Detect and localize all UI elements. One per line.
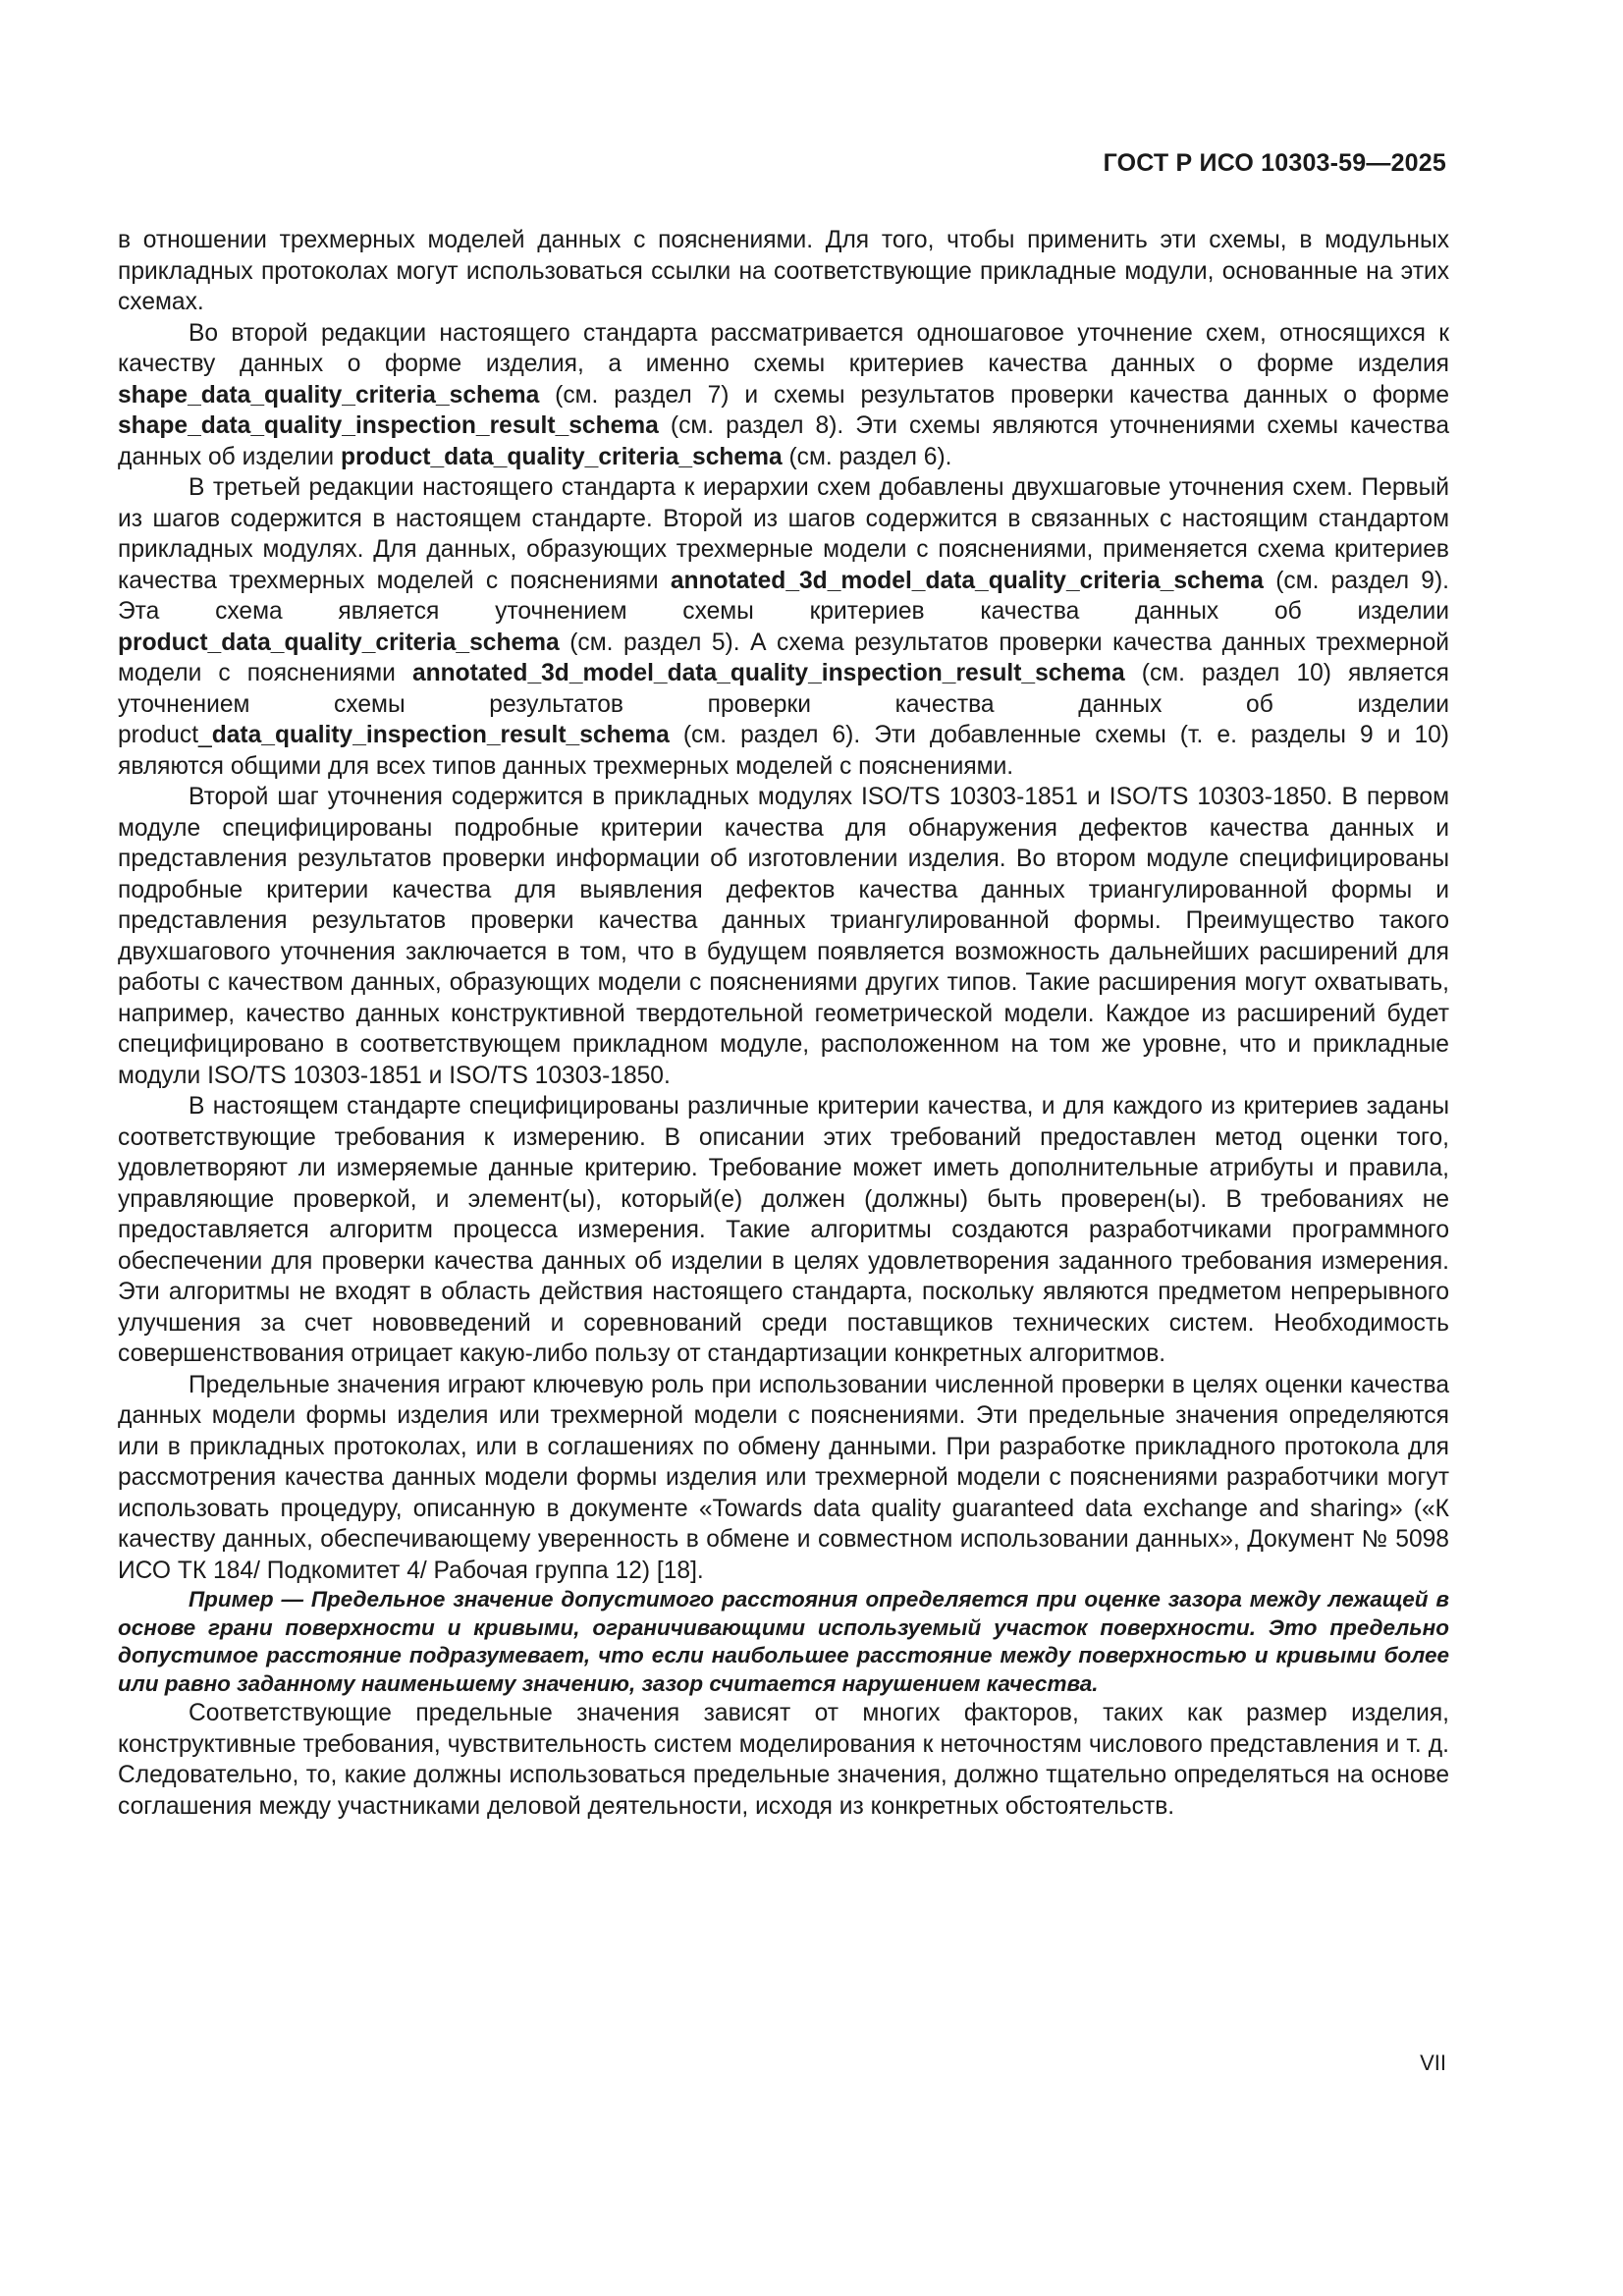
schema-name: data_quality_inspection_result_schema [211,722,670,748]
schema-name: product_data_quality_criteria_schema [118,629,560,656]
closing-paragraph: Соответствующие предельные значения зависят от многих факторов, таких как размер изделия, конструктивные требования, чувствительность систем моделирования к неточностям числового представления и т. д. Следовательно, то, какие должны использоваться предельные значения, должно тщательно определяться на основе соглашения между участниками деловой деятельности, исходя из конкретных обстоятельств. [118,1700,1449,1820]
schema-name: annotated_3d_model_data_quality_inspection_result_schema [411,660,1125,686]
schema-name: shape_data_quality_criteria_schema [118,381,540,409]
paragraph: в отношении трехмерных моделей данных с пояснениями. Для того, чтобы применить эти схемы, в модульных прикладных протоколах могут использоваться ссылки на соответствующие прикладные модули, основанные на этих схемах. [118,227,1449,315]
paragraph: Предельные значения играют ключевую роль при использовании численной проверки в целях оценки качества данных модели формы изделия или трехмерной модели с пояснениями. Эти предельные значения определяются или в прикладных протоколах, или в соглашениях по обмену данными. При разработке прикладного протокола для рассмотрения качества данных модели формы изделия или трехмерной модели с пояснениями разработчики могут использовать процедуру, описанную в документе «Towards data quality guaranteed data exchange and sharing» («К качеству данных, обеспечивающему уверенность в обмене и совместном использовании данных», Документ № 5098 ИСО ТК 184/ Подкомитет 4/ Рабочая группа 12) [18]. [118,1371,1449,1584]
schema-name: annotated_3d_model_data_quality_criteria_schema [670,567,1264,594]
page-header-standard-id: ГОСТ Р ИСО 10303-59—2025 [1103,149,1446,177]
page-number: VII [1420,2050,1446,2075]
schema-name: product_data_quality_criteria_schema [340,443,783,470]
paragraph: Второй шаг уточнения содержится в прикладных модулях ISO/TS 10303-1851 и ISO/TS 10303-1850. В первом модуле специфицированы подробные критерии качества для обнаружения дефектов качества данных и представления результатов проверки информации об изготовлении изделия. Во втором модуле специфицированы подробные критерии качества для выявления дефектов качества данных триангулированной формы и представления результатов проверки качества данных триангулированной формы. Преимущество такого двухшагового уточнения заключается в том, что в будущем появляется возможность дальнейших расширений для работы с качеством данных, образующих модели с пояснениями других типов. Такие расширения могут охватывать, например, качество данных конструктивной твердотельной геометрической модели. Каждое из расширений будет специфицировано в соответствующем прикладном модуле, расположенном на том же уровне, что и прикладные модули ISO/TS 10303-1851 и ISO/TS 10303-1850. [118,784,1449,1089]
paragraph: В настоящем стандарте специфицированы различные критерии качества, и для каждого из критериев заданы соответствующие требования к измерению. В описании этих требований предоставлен метод оценки того, удовлетворяют ли измеряемые данные критерию. Требование может иметь дополнительные атрибуты и правила, управляющие проверкой, и элемент(ы), который(е) должен (должны) быть проверен(ы). В требованиях не предоставляется алгоритм процесса измерения. Такие алгоритмы создаются разработчиками программного обеспечении для проверки качества данных об изделии в целях удовлетворения заданного требования измерения. Эти алгоритмы не входят в область действия настоящего стандарта, поскольку являются предметом непрерывного улучшения за счет нововведений и соревнований среди поставщиков технических систем. Необходимость совершенствования отрицает какую-либо пользу от стандартизации конкретных алгоритмов. [118,1093,1449,1367]
example-note: Пример — Предельное значение допустимого расстояния определяется при оценке зазора между лежащей в основе грани поверхности и кривыми, ограничивающими используемый участок поверхности. Это предельно допустимое расстояние подразумевает, что если наибольшее расстояние между поверхностью и кривыми более или равно заданному наименьшему значению, зазор считается нарушением качества. [118,1587,1449,1696]
document-body [118,225,1449,1822]
paragraph: В третьей редакции настоящего стандарта к иерархии схем добавлены двухшаговые уточнения схем. Первый из шагов содержится в настоящем стандарте. Второй из шагов содержится в связанных с настоящим стандартом прикладных модулях. Для данных, образующих трехмерные модели с пояснениями, применяется схема критериев качества трехмерных моделей с пояснениями annotated_3d_model_data_quality_criteria_schema (см. раздел 9). Эта схема является уточнением схемы критериев качества данных об изделии product_data_quality_criteria_schema (см. раздел 5). А схема результатов проверки качества данных трехмерной модели с пояснениями annotated_3d_model_data_quality_inspection_result_schema (см. раздел 10) является уточнением схемы результатов проверки качества данных об изделии product_data_quality_inspection_result_schema (см. раздел 6). Эти добавленные схемы (т. е. разделы 9 и 10) являются общими для всех типов данных трехмерных моделей с пояснениями. [118,474,1449,780]
paragraph: Во второй редакции настоящего стандарта рассматривается одношаговое уточнение схем, относящихся к качеству данных о форме изделия, а именно схемы критериев качества данных о форме изделия shape_data_quality_criteria_schema (см. раздел 7) и схемы результатов проверки качества данных о форме shape_data_quality_inspection_result_schema (см. раздел 8). Эти схемы являются уточнениями схемы качества данных об изделии product_data_quality_criteria_schema (см. раздел 6). [118,319,1449,470]
schema-name: shape_data_quality_inspection_result_schema [118,412,659,439]
